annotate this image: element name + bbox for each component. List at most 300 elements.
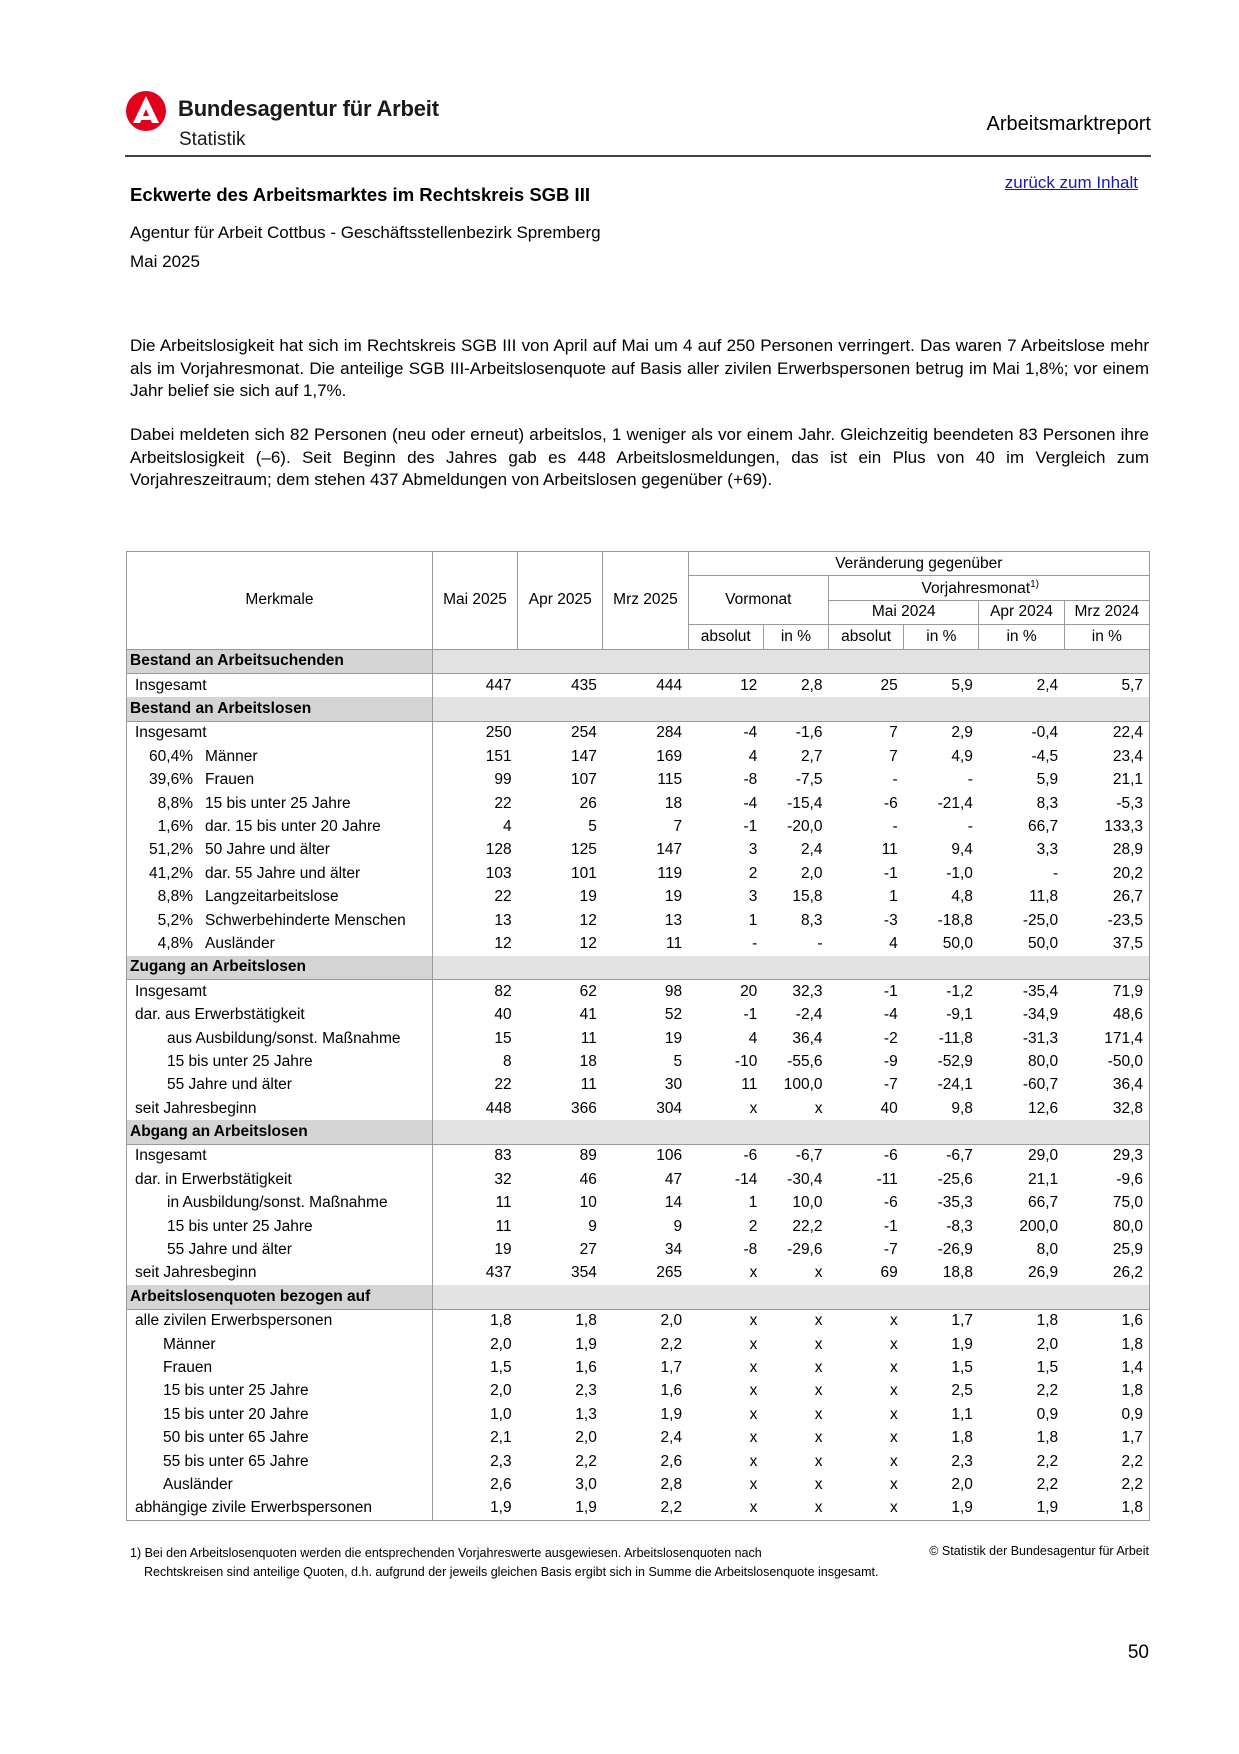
header-in-pct: in % (1064, 625, 1149, 649)
table-cell: 22,4 (1064, 721, 1149, 745)
table-cell: -30,4 (787, 1170, 823, 1188)
table-cell: 4 (432, 815, 517, 838)
row-label (127, 769, 433, 792)
table-cell: 52 (664, 1006, 683, 1024)
row-label-text: Männer (205, 747, 258, 765)
row-label-text: abhängige zivile Erwerbspersonen (135, 1499, 372, 1517)
table-cell: -1,6 (795, 724, 823, 742)
row-label-text: 55 Jahre und älter (167, 1076, 292, 1094)
table-cell: 13 (432, 909, 517, 932)
row-label-text: Langzeitarbeitslose (205, 888, 339, 906)
table-cell: 46 (579, 1170, 597, 1188)
table-row (127, 1450, 1150, 1473)
table-cell: 4,8 (951, 888, 973, 906)
table-cell: -34,9 (1022, 1006, 1059, 1024)
table-cell: 115 (657, 771, 683, 789)
table-cell: 11,8 (1029, 888, 1059, 906)
table-cell: 0,9 (1064, 1403, 1149, 1426)
row-label-text: Frauen (163, 1358, 213, 1376)
table-cell: 169 (656, 747, 683, 765)
row-label-text: 50 bis unter 65 Jahre (163, 1429, 309, 1447)
table-cell: x (889, 1429, 898, 1447)
table-cell: x (814, 1452, 823, 1470)
table-cell: 14 (664, 1194, 683, 1212)
table-cell: 1,8 (575, 1312, 597, 1330)
share-percent: 4,8% (157, 934, 193, 952)
table-row (127, 1144, 1150, 1168)
table-cell: 2,6 (432, 1473, 517, 1496)
table-cell: 2,2 (1064, 1473, 1149, 1496)
page-title: Eckwerte des Arbeitsmarktes im Rechtskreis SGB III (130, 184, 590, 205)
table-cell: 50,0 (1028, 934, 1059, 952)
table-cell: 2,9 (951, 724, 973, 742)
table-cell: 354 (570, 1264, 597, 1282)
table-cell: 36,4 (792, 1029, 823, 1047)
table-cell: 151 (432, 745, 517, 768)
table-cell: 21,1 (1028, 1170, 1059, 1188)
table-cell: 1,5 (951, 1358, 973, 1376)
row-label (127, 1027, 433, 1050)
section-header-row (127, 1120, 1150, 1144)
table-cell: 11 (432, 1192, 517, 1215)
table-cell: 2 (748, 1217, 758, 1235)
row-label-text: alle zivilen Erwerbspersonen (135, 1312, 333, 1330)
table-cell: -52,9 (937, 1052, 973, 1070)
table-cell: x (688, 1497, 763, 1521)
table-cell: 200,0 (1019, 1217, 1059, 1235)
table-cell: x (814, 1382, 823, 1400)
table-cell: 40 (432, 1003, 517, 1026)
table-cell: 3,3 (1036, 841, 1059, 859)
row-label (127, 1097, 433, 1120)
table-cell: 20,2 (1064, 862, 1149, 885)
table-cell: 5 (673, 1052, 683, 1070)
table-cell: 2,2 (603, 1497, 688, 1521)
row-label (127, 673, 433, 697)
table-cell: -21,4 (937, 794, 973, 812)
section-title-fill (432, 956, 1149, 980)
table-cell: 66,7 (1028, 1194, 1059, 1212)
table-cell: 89 (579, 1147, 597, 1165)
table-cell: -4,5 (1031, 747, 1059, 765)
table-cell: 265 (656, 1264, 683, 1282)
table-cell: -8 (743, 771, 758, 789)
table-cell: -2 (883, 1029, 898, 1047)
section-title: Bestand an Arbeitsuchenden (127, 649, 433, 673)
share-percent: 8,8% (157, 794, 193, 812)
table-cell: - (752, 934, 758, 952)
table-cell: 9 (588, 1217, 597, 1235)
table-cell: 100,0 (783, 1076, 823, 1094)
table-cell: 30 (664, 1076, 683, 1094)
section-title: Zugang an Arbeitslosen (127, 956, 433, 980)
table-cell: -9 (883, 1052, 898, 1070)
table-cell: -7 (883, 1076, 898, 1094)
table-cell: 2,2 (660, 1335, 683, 1353)
table-cell: 147 (570, 747, 597, 765)
table-cell: 9,4 (951, 841, 973, 859)
row-label (127, 1192, 433, 1215)
row-label-text: dar. in Erwerbstätigkeit (135, 1170, 292, 1188)
row-label (127, 1497, 433, 1521)
table-row (127, 980, 1150, 1004)
table-cell: x (749, 1382, 758, 1400)
table-cell: 32,3 (792, 982, 823, 1000)
row-label (127, 1426, 433, 1449)
table-cell: 4 (889, 934, 898, 952)
row-label (127, 1262, 433, 1285)
table-cell: x (749, 1099, 758, 1117)
ba-logo-icon (125, 90, 167, 132)
table-cell: x (749, 1405, 758, 1423)
row-label-text: 15 bis unter 25 Jahre (163, 1382, 309, 1400)
share-percent: 60,4% (149, 747, 193, 765)
table-cell: 29,3 (1064, 1144, 1149, 1168)
summary-paragraph-1: Die Arbeitslosigkeit hat sich im Rechtskreis SGB III von April auf Mai um 4 auf 250 Personen verringert. Das waren 7 Arbeitslose mehr als im Vorjahresmonat. Die anteilige SGB III-Arbeitslosenquote auf Basis aller zivilen Erwerbspersonen betrug im Mai 1,8%; vor einem Jahr belief sie sich auf 1,7%. (130, 336, 1149, 400)
section-header-row (127, 956, 1150, 980)
row-label-text: Ausländer (205, 934, 275, 952)
table-cell: x (814, 1335, 823, 1353)
table-cell: 5 (588, 817, 597, 835)
row-label-text: 55 bis unter 65 Jahre (163, 1452, 309, 1470)
table-cell: 47 (664, 1170, 683, 1188)
row-label (127, 932, 433, 955)
table-cell: 1 (748, 911, 758, 929)
table-cell: 22 (432, 1074, 517, 1097)
table-row (127, 932, 1150, 955)
header-absolut: absolut (829, 625, 904, 649)
row-label-text: dar. 55 Jahre und älter (205, 864, 361, 882)
table-cell: -11,8 (938, 1029, 973, 1047)
table-cell: 1,9 (979, 1497, 1064, 1521)
table-cell: 1,9 (432, 1497, 517, 1521)
row-label (127, 1144, 433, 1168)
summary-paragraph-2: Dabei meldeten sich 82 Personen (neu oder erneut) arbeitslos, 1 weniger als vor einem Jahr. Gleichzeitig beendeten 83 Personen ihre Arbeitslosigkeit (–6). Seit Beginn des Jahres gab es 448 Arbeitslosmeldungen, das ist ein Plus von 40 im Vergleich zum Vorjahreszeitraum; dem stehen 437 Abmeldungen von Arbeitslosen gegenüber (+69). (130, 425, 1149, 489)
table-cell: -6 (743, 1147, 758, 1165)
table-cell: 1,7 (660, 1358, 683, 1376)
table-cell: 7 (889, 724, 898, 742)
table-cell: 15,8 (792, 888, 823, 906)
table-row (127, 1168, 1150, 1191)
row-label (127, 1309, 433, 1333)
table-row (127, 862, 1150, 885)
table-cell: x (749, 1264, 758, 1282)
table-cell: 2,0 (800, 864, 823, 882)
row-label (127, 815, 433, 838)
table-row (127, 1192, 1150, 1215)
table-cell: 1,0 (432, 1403, 517, 1426)
table-row (127, 1003, 1150, 1026)
table-cell: 26 (579, 794, 597, 812)
row-label-text: Insgesamt (135, 982, 207, 1000)
table-cell: 1,9 (660, 1405, 683, 1423)
table-cell: 19 (579, 888, 597, 906)
table-cell: 107 (570, 771, 597, 789)
table-cell: 2,4 (1036, 676, 1059, 694)
row-label (127, 1003, 433, 1026)
table-cell: 5,7 (1064, 673, 1149, 697)
table-cell: 125 (570, 841, 597, 859)
table-cell: 1,3 (575, 1405, 597, 1423)
row-label (127, 839, 433, 862)
row-label (127, 745, 433, 768)
table-cell: 2,6 (660, 1452, 683, 1470)
table-cell: 1,9 (518, 1497, 603, 1521)
table-cell: 11 (666, 934, 683, 952)
table-row (127, 1473, 1150, 1496)
table-cell: 50,0 (942, 934, 973, 952)
table-cell: 8,0 (1036, 1241, 1059, 1259)
table-row (127, 1497, 1150, 1521)
table-cell: 32,8 (1064, 1097, 1149, 1120)
table-cell: -23,5 (1064, 909, 1149, 932)
table-cell: 19 (664, 888, 683, 906)
table-cell: 80,0 (1064, 1215, 1149, 1238)
table-row (127, 1074, 1150, 1097)
table-cell: 1,7 (1064, 1426, 1149, 1449)
row-label (127, 1074, 433, 1097)
table-row (127, 1027, 1150, 1050)
table-cell: 75,0 (1064, 1192, 1149, 1215)
table-cell: 83 (432, 1144, 517, 1168)
table-cell: 1,8 (951, 1429, 973, 1447)
table-cell: 40 (880, 1099, 898, 1117)
table-cell: -11 (876, 1170, 898, 1188)
table-cell: 36,4 (1064, 1074, 1149, 1097)
table-cell: -14 (734, 1170, 758, 1188)
report-period: Mai 2025 (130, 252, 200, 271)
table-cell: -1,0 (946, 864, 973, 882)
table-cell: - (892, 771, 898, 789)
table-cell: 1,8 (1036, 1429, 1059, 1447)
share-percent: 41,2% (149, 864, 193, 882)
header-mrz-2025: Mrz 2025 (603, 552, 688, 650)
row-label (127, 1473, 433, 1496)
table-cell: 66,7 (1028, 817, 1059, 835)
table-cell: -4 (743, 794, 758, 812)
table-cell: -20,0 (787, 817, 823, 835)
row-label (127, 792, 433, 815)
row-label (127, 862, 433, 885)
table-cell: -6,7 (946, 1147, 973, 1165)
table-cell: 99 (432, 769, 517, 792)
table-row (127, 721, 1150, 745)
table-row (127, 909, 1150, 932)
header-mrz-2024: Mrz 2024 (1064, 600, 1149, 624)
header-absolut: absolut (688, 625, 763, 649)
table-cell: x (749, 1358, 758, 1376)
table-cell: 12,6 (1028, 1099, 1059, 1117)
table-cell: 2,0 (575, 1429, 597, 1447)
table-cell: 366 (570, 1099, 597, 1117)
table-cell: 27 (579, 1241, 597, 1259)
share-percent: 8,8% (157, 888, 193, 906)
table-cell: - (967, 817, 973, 835)
table-cell: 284 (656, 724, 683, 742)
section-header-row (127, 1285, 1150, 1309)
row-label (127, 980, 433, 1004)
row-label-text: Ausländer (163, 1475, 233, 1493)
table-cell: x (889, 1382, 898, 1400)
table-cell: 41 (579, 1006, 597, 1024)
table-cell: 11 (580, 1076, 597, 1094)
table-row (127, 792, 1150, 815)
table-cell: 10 (579, 1194, 597, 1212)
table-row (127, 1050, 1150, 1073)
table-cell: x (889, 1312, 898, 1330)
section-title-fill (432, 697, 1149, 721)
section-title: Abgang an Arbeitslosen (127, 1120, 433, 1144)
table-cell: -9,1 (946, 1006, 973, 1024)
table-cell: 19 (432, 1238, 517, 1261)
table-cell: 1,6 (575, 1358, 597, 1376)
table-cell: 1,1 (951, 1405, 973, 1423)
row-label-text: seit Jahresbeginn (135, 1099, 257, 1117)
row-label (127, 1215, 433, 1238)
table-cell: 1,9 (904, 1497, 979, 1521)
section-title: Arbeitslosenquoten bezogen auf (127, 1285, 433, 1309)
section-title: Bestand an Arbeitslosen (127, 697, 433, 721)
table-cell: 22 (432, 885, 517, 908)
page-number: 50 (1127, 1642, 1149, 1663)
row-label-text: 55 Jahre und älter (167, 1241, 292, 1259)
table-cell: 250 (432, 721, 517, 745)
row-label (127, 1238, 433, 1261)
table-row (127, 745, 1150, 768)
table-cell: 26,9 (1028, 1264, 1059, 1282)
footnote-line-2: Rechtskreisen sind anteilige Quoten, d.h. aufgrund der jeweils gleichen Basis ergibt sich in Summe die Arbeitslosenquote insgesamt. (144, 1565, 879, 1579)
table-cell: 2,5 (951, 1382, 973, 1400)
table-cell: 2,2 (1064, 1450, 1149, 1473)
section-title-fill (432, 1120, 1149, 1144)
table-cell: 15 (432, 1027, 517, 1050)
table-cell: 2,7 (800, 747, 823, 765)
section-title-fill (432, 649, 1149, 673)
table-cell: -7 (883, 1241, 898, 1259)
table-cell: 437 (432, 1262, 517, 1285)
table-cell: x (749, 1475, 758, 1493)
table-cell: 21,1 (1064, 769, 1149, 792)
brand-subtitle: Statistik (179, 129, 246, 150)
table-cell: 1,8 (432, 1309, 517, 1333)
table-cell: 1,8 (1064, 1333, 1149, 1356)
header-mai-2025: Mai 2025 (432, 552, 517, 650)
row-label (127, 721, 433, 745)
table-cell: -0,4 (1031, 724, 1059, 742)
table-cell: 0,9 (1036, 1405, 1059, 1423)
table-cell: -35,4 (1022, 982, 1059, 1000)
back-to-contents-link[interactable]: zurück zum Inhalt (1004, 173, 1138, 192)
table-cell: x (814, 1264, 823, 1282)
table-cell: -6,7 (795, 1147, 823, 1165)
table-cell: -15,4 (787, 794, 823, 812)
table-cell: -1 (883, 864, 898, 882)
table-cell: x (749, 1335, 758, 1353)
table-cell: 2,4 (800, 841, 823, 859)
row-label-text: Männer (163, 1335, 216, 1353)
table-cell: 10,0 (792, 1194, 823, 1212)
table-cell: x (749, 1429, 758, 1447)
table-row (127, 769, 1150, 792)
table-cell: -60,7 (1022, 1076, 1059, 1094)
table-cell: x (749, 1312, 758, 1330)
table-cell: x (889, 1335, 898, 1353)
table-cell: -50,0 (1064, 1050, 1149, 1073)
table-cell: -6 (883, 794, 898, 812)
table-cell: 128 (432, 839, 517, 862)
row-label (127, 1333, 433, 1356)
header-merkmale: Merkmale (127, 552, 433, 650)
table-row (127, 1333, 1150, 1356)
table-row (127, 1215, 1150, 1238)
table-cell: 5,9 (951, 676, 973, 694)
table-cell: 3 (748, 888, 758, 906)
table-cell: -26,9 (937, 1241, 973, 1259)
table-row (127, 1309, 1150, 1333)
header-vorjahresmonat: Vorjahresmonat$^{1)}$ (829, 576, 1150, 600)
table-cell: 18 (579, 1052, 597, 1070)
table-cell: 147 (656, 841, 683, 859)
table-cell: -1 (883, 982, 898, 1000)
table-cell: -29,6 (787, 1241, 823, 1259)
table-cell: 133,3 (1064, 815, 1149, 838)
table-cell: -7,5 (795, 771, 823, 789)
table-cell: 1,8 (1036, 1312, 1059, 1330)
table-cell: - (892, 817, 898, 835)
row-label-text: 15 bis unter 25 Jahre (167, 1052, 313, 1070)
table-cell: x (763, 1497, 828, 1521)
section-header-row (127, 649, 1150, 673)
table-cell: x (814, 1358, 823, 1376)
footnote-line-1: 1) Bei den Arbeitslosenquoten werden die entsprechenden Vorjahreswerte ausgewiesen. Arbeitslosenquoten nach (130, 1546, 762, 1560)
table-cell: 22,2 (792, 1217, 823, 1235)
table-cell: 19 (664, 1029, 683, 1047)
table-row (127, 1426, 1150, 1449)
row-label-text: Insgesamt (135, 676, 207, 694)
table-body (127, 649, 1150, 1520)
table-cell: x (814, 1405, 823, 1423)
table-cell: 3 (748, 841, 758, 859)
row-label-text: aus Ausbildung/sonst. Maßnahme (167, 1029, 401, 1047)
table-cell: -3 (883, 911, 898, 929)
table-cell: 304 (656, 1099, 683, 1117)
table-cell: 12 (579, 934, 597, 952)
table-cell: 254 (570, 724, 597, 742)
table-cell: 1,5 (1036, 1358, 1059, 1376)
table-cell: 37,5 (1064, 932, 1149, 955)
row-label (127, 1450, 433, 1473)
table-cell: -1 (743, 817, 758, 835)
table-cell: -1 (883, 1217, 898, 1235)
table-cell: -10 (734, 1052, 758, 1070)
table-cell: 12 (579, 911, 597, 929)
table-cell: 1,5 (432, 1356, 517, 1379)
table-cell: -18,8 (937, 911, 973, 929)
table-cell: 69 (880, 1264, 898, 1282)
table-cell: 8 (432, 1050, 517, 1073)
table-row (127, 1356, 1150, 1379)
table-cell: x (889, 1405, 898, 1423)
row-label-text: in Ausbildung/sonst. Maßnahme (167, 1194, 388, 1212)
table-row (127, 885, 1150, 908)
table-cell: 1 (748, 1194, 758, 1212)
table-cell: -31,3 (1022, 1029, 1059, 1047)
header-in-pct: in % (904, 625, 979, 649)
table-cell: x (814, 1099, 823, 1117)
header-in-pct: in % (763, 625, 828, 649)
table-cell: 2,2 (1036, 1382, 1059, 1400)
section-header-row (127, 697, 1150, 721)
